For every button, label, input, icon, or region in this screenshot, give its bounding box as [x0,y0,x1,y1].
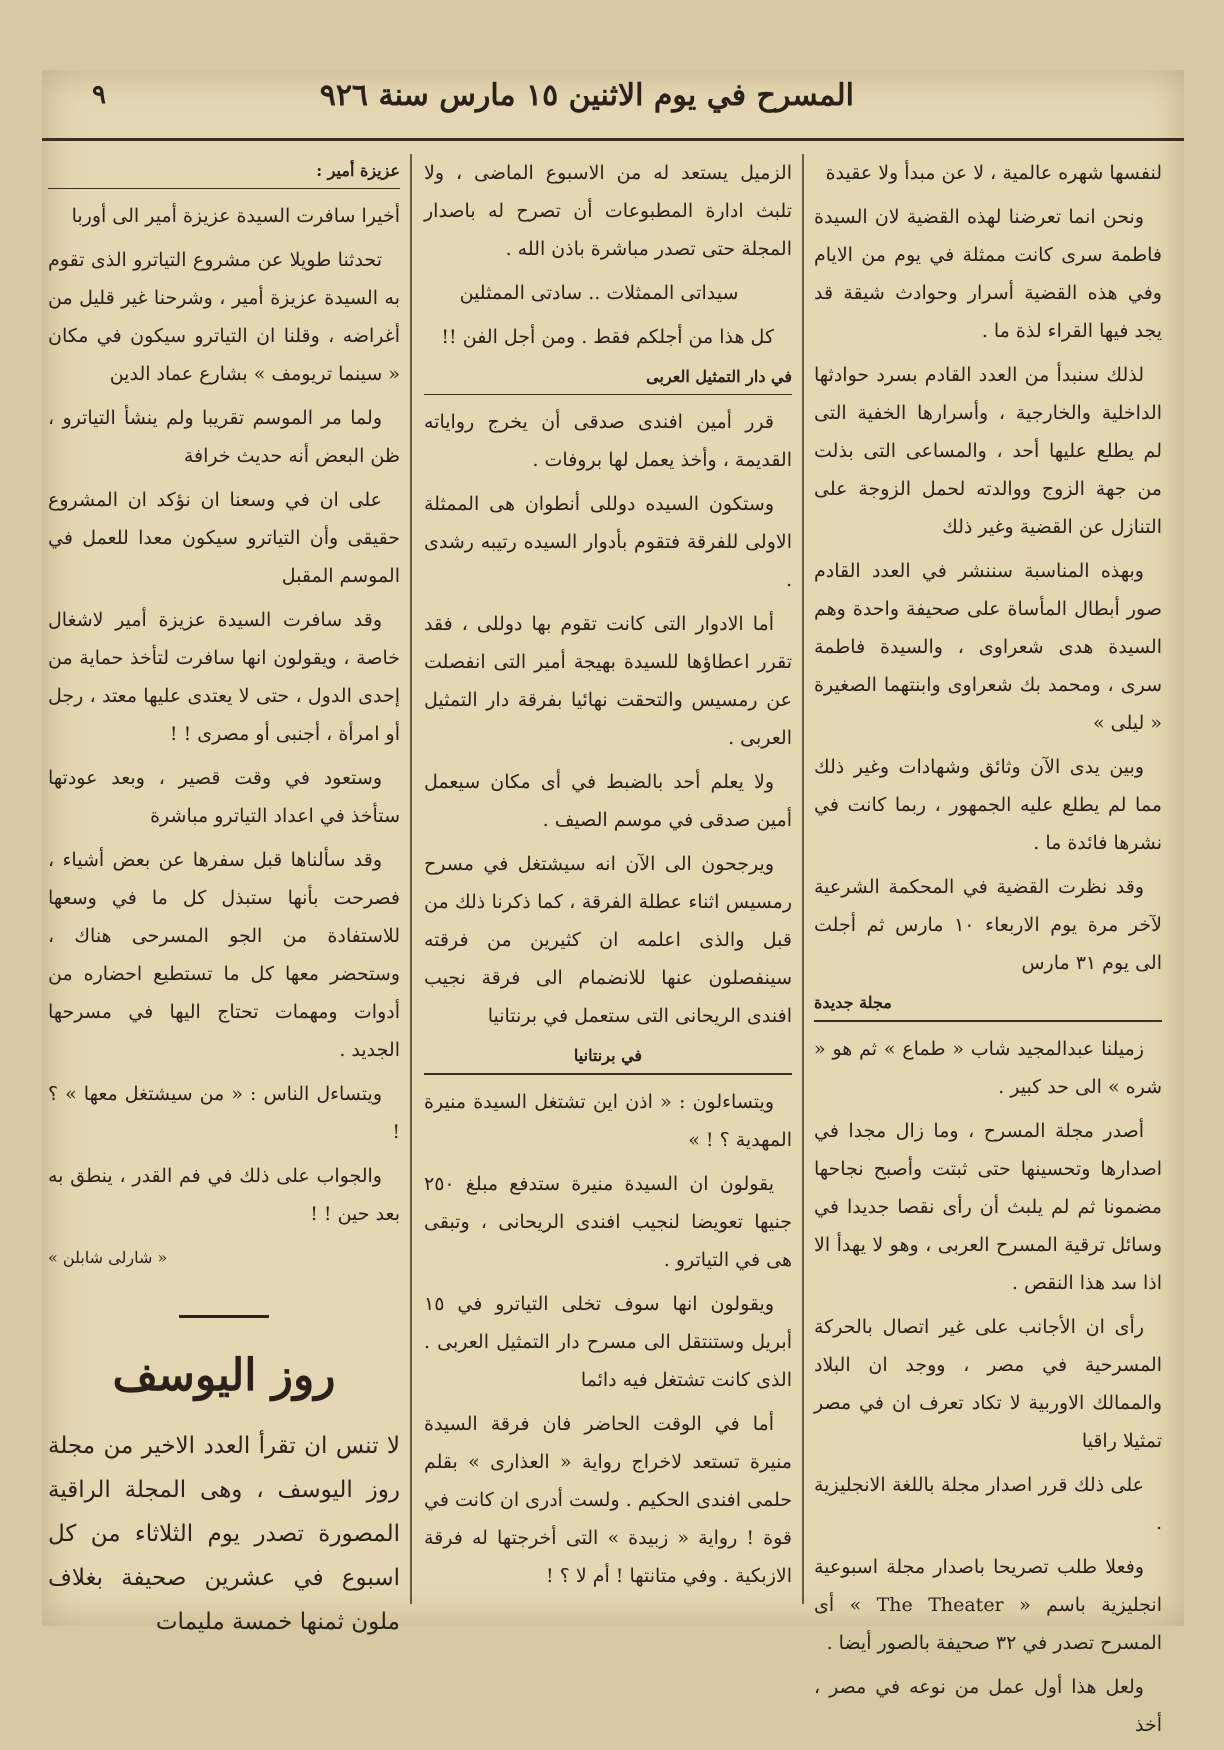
divider [179,1315,269,1318]
paragraph: ويرجحون الى الآن انه سيشتغل في مسرح رمسيس اثناء عطلة الفرقة ، كما ذكرنا ذلك من قبل والذى اعلمه ان كثيرين من فرقته سينفصلون عنها للانضمام الى فرقة نجيب افندى الريحانى التى ستعمل في برنتانيا [424,853,792,1027]
paragraph: ولعل هذا أول عمل من نوعه في مصر ، أخذ [814,1676,1162,1736]
column-divider [802,154,804,1604]
paragraph: ونحن انما تعرضنا لهذه القضية لان السيدة فاطمة سرى كانت ممثلة في يوم من الايام وفي هذه القضية أسرار وحوادث شيقة قد يجد فيها القراء لذة ما . [814,206,1162,342]
paragraph: قرر أمين افندى صدقى أن يخرج رواياته القديمة ، وأخذ يعمل لها بروفات . [424,411,792,471]
paragraph: وقد سافرت السيدة عزيزة أمير لاشغال خاصة ، ويقولون انها سافرت لتأخذ حماية من إحدى الدول ، حتى لا يعتدى عليها معتد ، رجل أو امرأة ، أجنبى أو مصرى ! ! [48,609,400,745]
newspaper-page [42,70,1184,1736]
paragraph: وقد سألناها قبل سفرها عن بعض أشياء ، فصرحت بأنها ستبذل كل ما في وسعها للاستفادة من الجو المسرحى هناك ، وستحضر معها كل ما تستطيع احضاره من أدوات ومهمات تحتاج اليها في مسرحها الجديد . [48,849,400,1061]
section-heading: عزيزة أمير : [48,156,400,189]
paragraph: على ان في وسعنا ان نؤكد ان المشروع حقيقى وأن التياترو سيكون معدا للعمل في الموسم المقبل [48,489,400,587]
paragraph: أصدر مجلة المسرح ، وما زال مجدا في اصدارها وتحسينها حتى ثبتت وأصبح نجاحها مضمونا ثم لم يلبث أن رأى نقصا جديدا في وسائل ترقية المسرح العربى ، وهو لا يهدأ الا اذا سد هذا النقص . [814,1120,1162,1294]
paragraph: ويتساءلون : « اذن اين تشتغل السيدة منيرة المهدية ؟ ! » [424,1091,792,1151]
page-number: ٩ [92,80,106,110]
section-heading: في دار التمثيل العربى [424,362,792,395]
ad-title: روز اليوسف [112,1350,336,1401]
paragraph: وبين يدى الآن وثائق وشهادات وغير ذلك مما لم يطلع عليه الجمهور ، ربما كانت في نشرها فائدة ما . [814,756,1162,854]
section-heading: مجلة جديدة [814,988,1162,1022]
page-header [42,70,1184,141]
paragraph: وفعلا طلب تصريحا باصدار مجلة اسبوعية انجليزية باسم « The Theater » أى المسرح تصدر في ٣٢ صحيفة بالصور أيضا . [814,1556,1163,1654]
paragraph: وستعود في وقت قصير ، وبعد عودتها ستأخذ في اعداد التياترو مباشرة [48,767,400,827]
paragraph: كل هذا من أجلكم فقط . ومن أجل الفن !! [441,326,774,348]
paragraph: لنفسها شهره عالمية ، لا عن مبدأ ولا عقيدة [825,162,1162,184]
ad-text: لا تنس ان تقرأ العدد الاخير من مجلة روز اليوسف ، وهى المجلة الراقية المصورة تصدر يوم الثلاثاء من كل اسبوع في عشرين صحيفة بغلاف ملون ثمنها خمسة مليمات [48,1433,400,1635]
paragraph: يقولون ان السيدة منيرة ستدفع مبلغ ٢٥٠ جنيها تعويضا لنجيب افندى الريحانى ، وتبقى هى في التياترو . [424,1173,792,1271]
column-right [814,154,1162,1750]
paragraph: على ذلك قرر اصدار مجلة باللغة الانجليزية . [814,1474,1162,1534]
section-heading: في برنتانيا [424,1041,792,1075]
signature: « شارلى شابلن » [48,1248,168,1267]
paragraph: أما في الوقت الحاضر فان فرقة السيدة منيرة تستعد لاخراج رواية « العذارى » بقلم حلمى افندى الحكيم . ولست أدرى ان كانت في قوة ! رواية « زبيدة » التى أخرجتها له فرقة الازبكية . وفي متانتها ! أم لا ؟ ! [424,1413,792,1587]
paragraph: الزميل يستعد له من الاسبوع الماضى ، ولا تلبث ادارة المطبوعات أن تصرح له باصدار المجلة حتى تصدر مباشرة باذن الله . [424,162,792,260]
column-left [48,154,400,1644]
paragraph: وقد نظرت القضية في المحكمة الشرعية لآخر مرة يوم الاربعاء ١٠ مارس ثم أجلت الى يوم ٣١ مارس [814,876,1162,974]
paragraph: ويقولون انها سوف تخلى التياترو في ١٥ أبريل وستنتقل الى مسرح دار التمثيل العربى . الذى كانت تشتغل فيه دائما [424,1293,792,1391]
paragraph: والجواب على ذلك في فم القدر ، ينطق به بعد حين ! ! [48,1165,400,1225]
paragraph: ولما مر الموسم تقريبا ولم ينشأ التياترو ، ظن البعض أنه حديث خرافة [48,407,400,467]
paragraph: وبهذه المناسبة سننشر في العدد القادم صور أبطال المأساة على صحيفة واحدة وهم السيدة هدى شعراوى ، والسيدة فاطمة سرى ، ومحمد بك شعراوى وابنتهما الصغيرة « ليلى » [814,560,1162,734]
column-divider [410,154,412,1604]
paragraph: أما الادوار التى كانت تقوم بها دوللى ، فقد تقرر اعطاؤها للسيدة بهيجة أمير التى انفصلت عن رمسيس والتحقت نهائيا بفرقة دار التمثيل العربى . [424,613,792,749]
paragraph: ولا يعلم أحد بالضبط في أى مكان سيعمل أمين صدقى في موسم الصيف . [424,771,792,831]
paragraph: لذلك سنبدأ من العدد القادم بسرد حوادثها الداخلية والخارجية ، وأسرارها الخفية التى لم يطلع عليها أحد ، والمساعى التى بذلت من جهة الزوج ووالدته لحمل الزوجة على التنازل عن القضية وغير ذلك [814,364,1162,538]
paragraph: تحدثنا طويلا عن مشروع التياترو الذى تقوم به السيدة عزيزة أمير ، وشرحنا غير قليل من أغراضه ، وقلنا ان التياترو سيكون في مكان « سينما تريومف » بشارع عماد الدين [48,249,400,385]
paragraph: وستكون السيده دوللى أنطوان هى الممثلة الاولى للفرقة فتقوم بأدوار السيده رتيبه رشدى . [424,493,792,591]
paragraph: أخيرا سافرت السيدة عزيزة أمير الى أوربا [71,205,400,227]
page-title: المسرح في يوم الاثنين ١٥ مارس سنة ٩٢٦ [319,78,854,113]
paragraph: ويتساءل الناس : « من سيشتغل معها » ؟ ! [48,1083,400,1143]
column-middle [424,154,792,1601]
paragraph: سيداتى الممثلات .. سادتى الممثلين [459,282,739,304]
paragraph: رأى ان الأجانب على غير اتصال بالحركة المسرحية في مصر ، ووجد ان البلاد والممالك الاوربية لا تكاد تعرف ان في مصر تمثيلا راقيا [814,1316,1162,1452]
paragraph: زميلنا عبدالمجيد شاب « طماع » ثم هو « شره » الى حد كبير . [814,1038,1162,1098]
